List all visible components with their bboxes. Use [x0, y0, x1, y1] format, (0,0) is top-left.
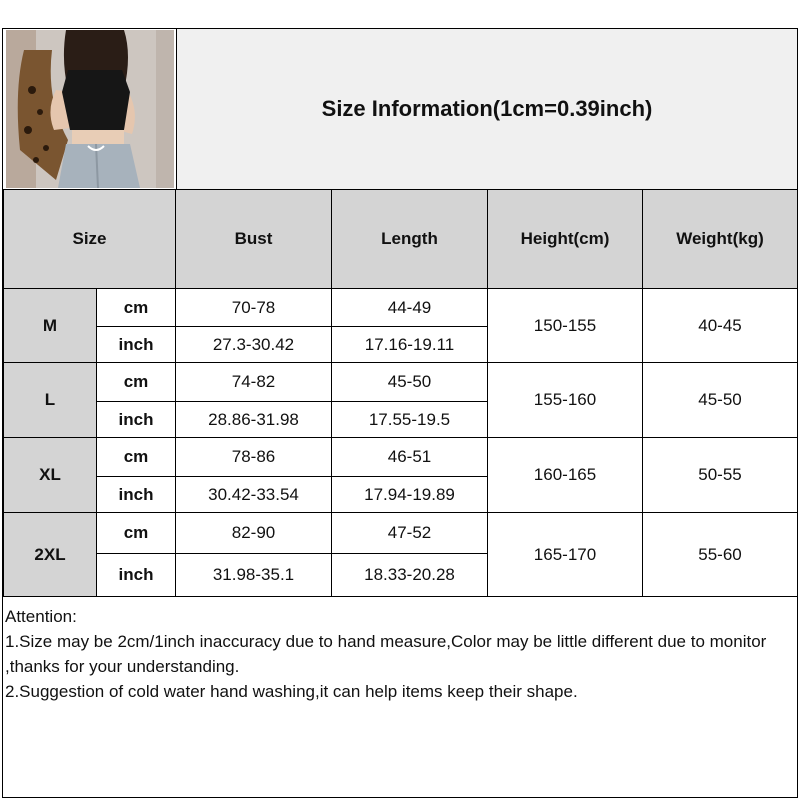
- weight-value: 40-45: [643, 289, 798, 363]
- attention-heading: Attention:: [5, 607, 77, 626]
- weight-value: 50-55: [643, 438, 798, 513]
- unit-label: cm: [97, 289, 176, 327]
- attention-line-2: 2.Suggestion of cold water hand washing,it can help items keep their shape.: [5, 682, 578, 701]
- bust-inch: 28.86-31.98: [176, 402, 332, 438]
- height-value: 160-165: [488, 438, 643, 513]
- unit-label: inch: [97, 402, 176, 438]
- height-value: 150-155: [488, 289, 643, 363]
- header-size: Size: [4, 190, 176, 289]
- size-label: 2XL: [4, 513, 97, 597]
- size-label: M: [4, 289, 97, 363]
- header-length: Length: [332, 190, 488, 289]
- unit-label: cm: [97, 438, 176, 477]
- product-photo: [6, 30, 174, 188]
- bust-cm: 70-78: [176, 289, 332, 327]
- length-inch: 17.55-19.5: [332, 402, 488, 438]
- length-cm: 45-50: [332, 363, 488, 402]
- unit-label: cm: [97, 363, 176, 402]
- bust-cm: 78-86: [176, 438, 332, 477]
- table-row: [4, 438, 798, 477]
- weight-value: 45-50: [643, 363, 798, 438]
- table-row: [4, 289, 798, 327]
- model-photo-icon: [6, 30, 174, 188]
- size-info-title: Size Information(1cm=0.39inch): [176, 29, 797, 189]
- length-cm: 44-49: [332, 289, 488, 327]
- height-value: 155-160: [488, 363, 643, 438]
- length-cm: 47-52: [332, 513, 488, 554]
- bust-cm: 82-90: [176, 513, 332, 554]
- unit-label: cm: [97, 513, 176, 554]
- size-label: L: [4, 363, 97, 438]
- size-label: XL: [4, 438, 97, 513]
- header-bust: Bust: [176, 190, 332, 289]
- length-inch: 17.16-19.11: [332, 327, 488, 363]
- header-weight: Weight(kg): [643, 190, 798, 289]
- length-inch: 18.33-20.28: [332, 554, 488, 597]
- table-row: [4, 513, 798, 554]
- unit-label: inch: [97, 327, 176, 363]
- length-cm: 46-51: [332, 438, 488, 477]
- header-height: Height(cm): [488, 190, 643, 289]
- attention-line-1: 1.Size may be 2cm/1inch inaccuracy due to hand measure,Color may be little different due to monitor ,thanks for your understanding.: [5, 632, 767, 676]
- table-header-row: [4, 190, 798, 289]
- bust-cm: 74-82: [176, 363, 332, 402]
- bust-inch: 30.42-33.54: [176, 477, 332, 513]
- unit-label: inch: [97, 554, 176, 597]
- bust-inch: 31.98-35.1: [176, 554, 332, 597]
- weight-value: 55-60: [643, 513, 798, 597]
- height-value: 165-170: [488, 513, 643, 597]
- bust-inch: 27.3-30.42: [176, 327, 332, 363]
- unit-label: inch: [97, 477, 176, 513]
- length-inch: 17.94-19.89: [332, 477, 488, 513]
- size-chart-table: [3, 189, 798, 597]
- table-row: [4, 363, 798, 402]
- attention-notes: [5, 604, 795, 704]
